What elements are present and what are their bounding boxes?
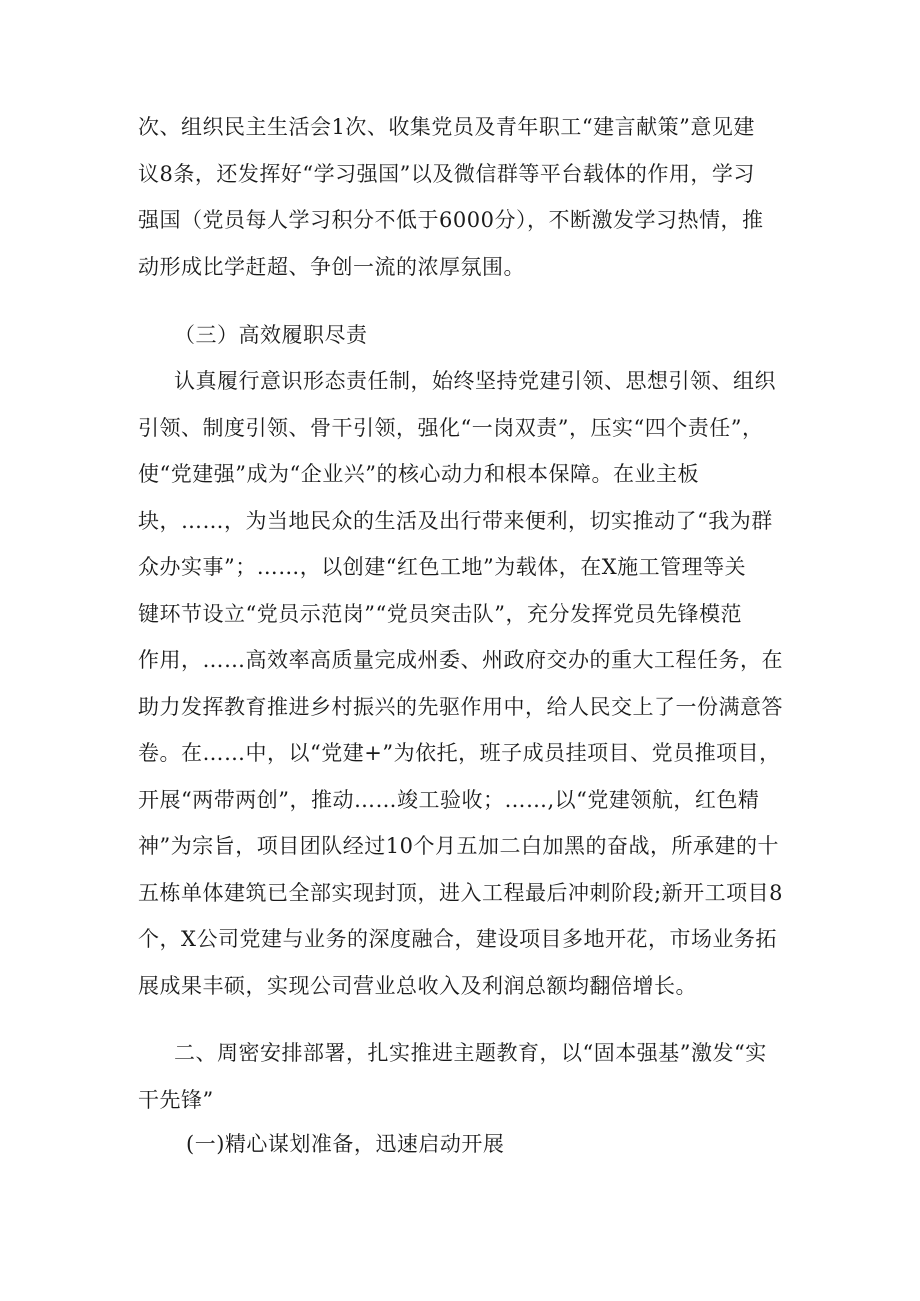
heading-line: 干先锋” (138, 1087, 214, 1112)
paragraph-line: 次、组织民主生活会1次、收集党员及青年职工“建言献策”意见建 (138, 115, 755, 139)
paragraph-line: 卷。在……中，以“党建+”为依托，班子成员挂项目、党员推项目， (138, 741, 781, 765)
paragraph-line: 作用，……高效率高质量完成州委、州政府交办的重大工程任务，在 (138, 648, 783, 672)
section-heading-3: （三）高效履职尽责 (174, 323, 368, 347)
paragraph-line: 动形成比学赶超、争创一流的浓厚氛围。 (138, 254, 525, 279)
heading-line: 二、周密安排部署，扎实推进主题教育，以“固本强基”激发“实 (174, 1041, 767, 1065)
paragraph-duty-performance (138, 358, 798, 1009)
paragraph-line: 助力发挥教育推进乡村振兴的先驱作用中，给人民交上了一份满意答 (138, 694, 783, 719)
paragraph-line: 引领、制度引领、骨干引领，强化“一岗双责”，压实“四个责任”， (138, 415, 764, 440)
paragraph-line: 展成果丰硕，实现公司营业总收入及利润总额均翻倍增长。 (138, 973, 697, 998)
paragraph-line: 五栋单体建筑已全部实现封顶，进入工程最后冲刺阶段;新开工项目8 (138, 880, 783, 905)
subsection-heading-2-1: (一)精心谋划准备，迅速启动开展 (186, 1132, 505, 1156)
paragraph-line: 开展“两带两创”，推动……竣工验收；……,以“党建领航，红色精 (138, 787, 760, 812)
paragraph-line: 议8条，还发挥好“学习强国”以及微信群等平台载体的作用，学习 (138, 161, 755, 186)
paragraph-line: 键环节设立“党员示范岗”“党员突击队”，充分发挥党员先锋模范 (138, 601, 742, 626)
paragraph-line: 强国（党员每人学习积分不低于6000分），不断激发学习热情，推 (138, 208, 764, 232)
paragraph-study-activities (138, 104, 798, 290)
section-heading-2 (138, 1030, 798, 1123)
paragraph-line: 认真履行意识形态责任制，始终坚持党建引领、思想引领、组织 (174, 369, 776, 393)
paragraph-line: 使“党建强”成为“企业兴”的核心动力和根本保障。在业主板 (138, 462, 699, 486)
paragraph-line: 块，……，为当地民众的生活及出行带来便利，切实推动了“我为群 (138, 508, 773, 533)
paragraph-line: 个，X公司党建与业务的深度融合，建设项目多地开花，市场业务拓 (138, 927, 777, 951)
paragraph-line: 神”为宗旨，项目团队经过10个月五加二白加黑的奋战，所承建的十 (138, 834, 779, 858)
paragraph-line: 众办实事”；……，以创建“红色工地”为载体，在X施工管理等关 (138, 555, 747, 579)
